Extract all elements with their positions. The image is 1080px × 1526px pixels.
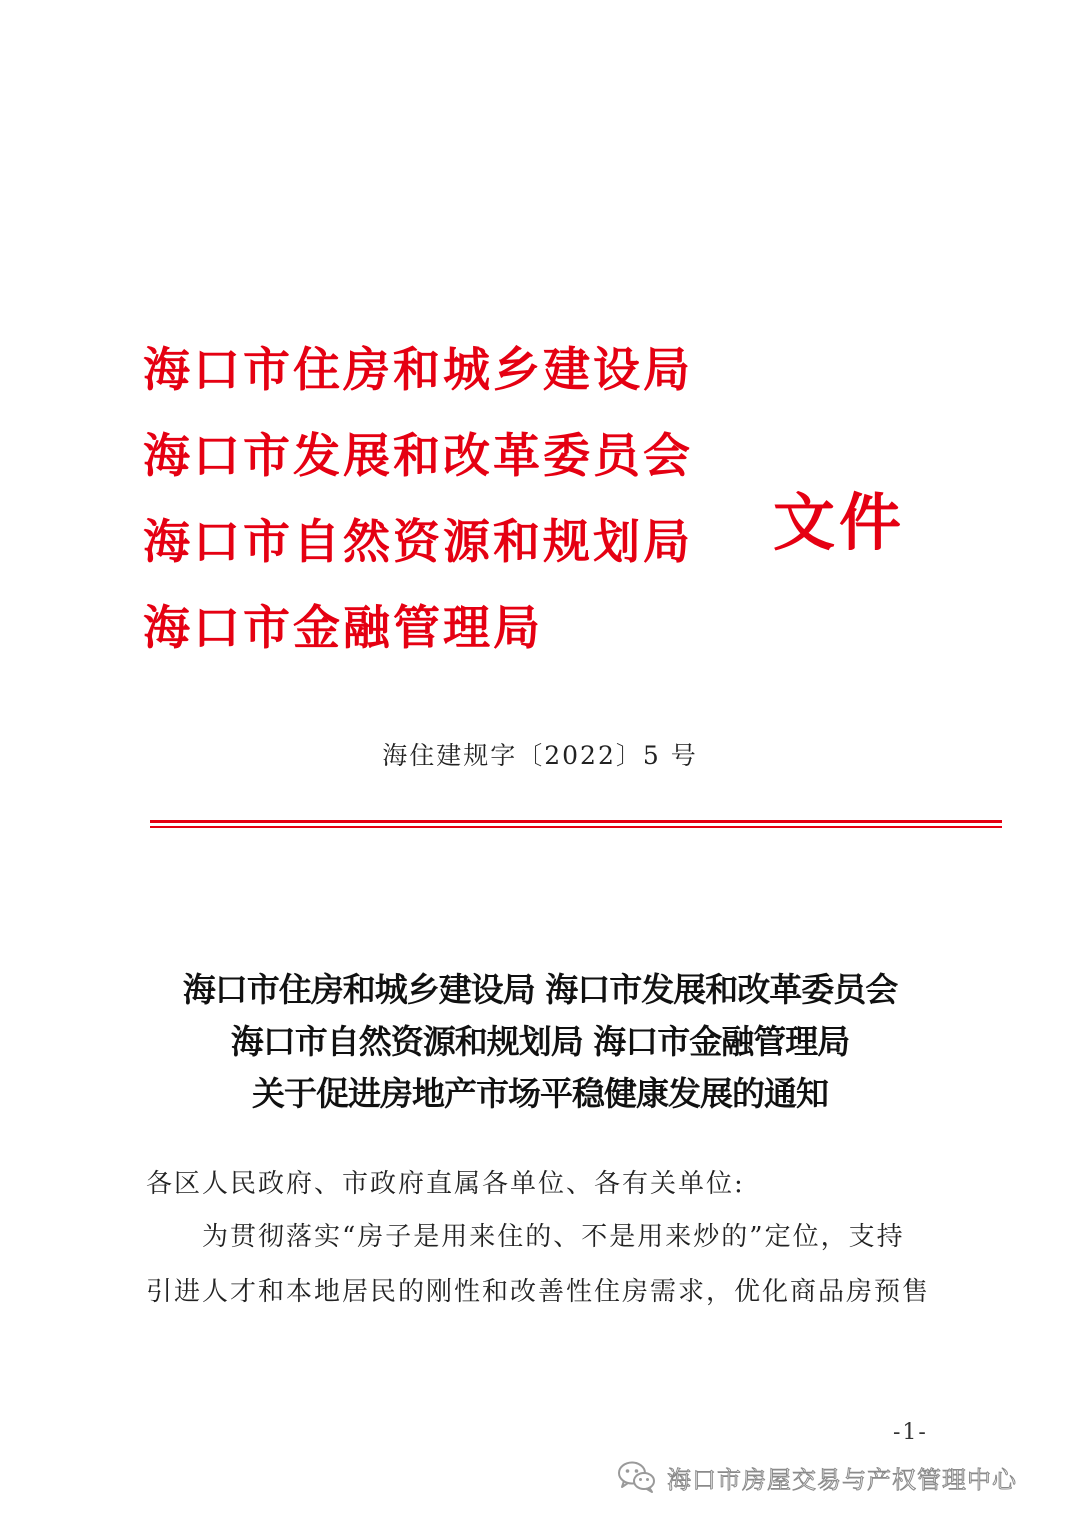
body-text-line: 为贯彻落实“房子是用来住的、不是用来炒的”定位，支持 [202,1222,905,1252]
issuer-line: 海口市发展和改革委员会 [143,429,693,484]
document-title-line: 关于促进房地产市场平稳健康发展的通知 [252,1074,828,1113]
salutation: 各区人民政府、市政府直属各单位、各有关单位: [146,1169,745,1199]
document-title-line: 海口市自然资源和规划局 海口市金融管理局 [230,1022,850,1061]
document-type-label: 文件 [773,486,906,559]
issuer-line: 海口市自然资源和规划局 [143,515,693,570]
red-divider-line [150,820,1002,823]
watermark [617,1457,1017,1497]
document-number: 海住建规字〔2022〕5 号 [382,741,698,770]
red-divider-line [150,826,1002,828]
issuer-line: 海口市住房和城乡建设局 [143,343,693,398]
page-number: -1- [893,1420,928,1445]
issuer-line: 海口市金融管理局 [143,601,543,656]
watermark-text: 海口市房屋交易与产权管理中心 [667,1465,1017,1494]
wechat-icon [617,1460,657,1494]
body-text-line: 引进人才和本地居民的刚性和改善性住房需求，优化商品房预售 [146,1277,931,1307]
document-title-line: 海口市住房和城乡建设局 海口市发展和改革委员会 [182,970,898,1009]
